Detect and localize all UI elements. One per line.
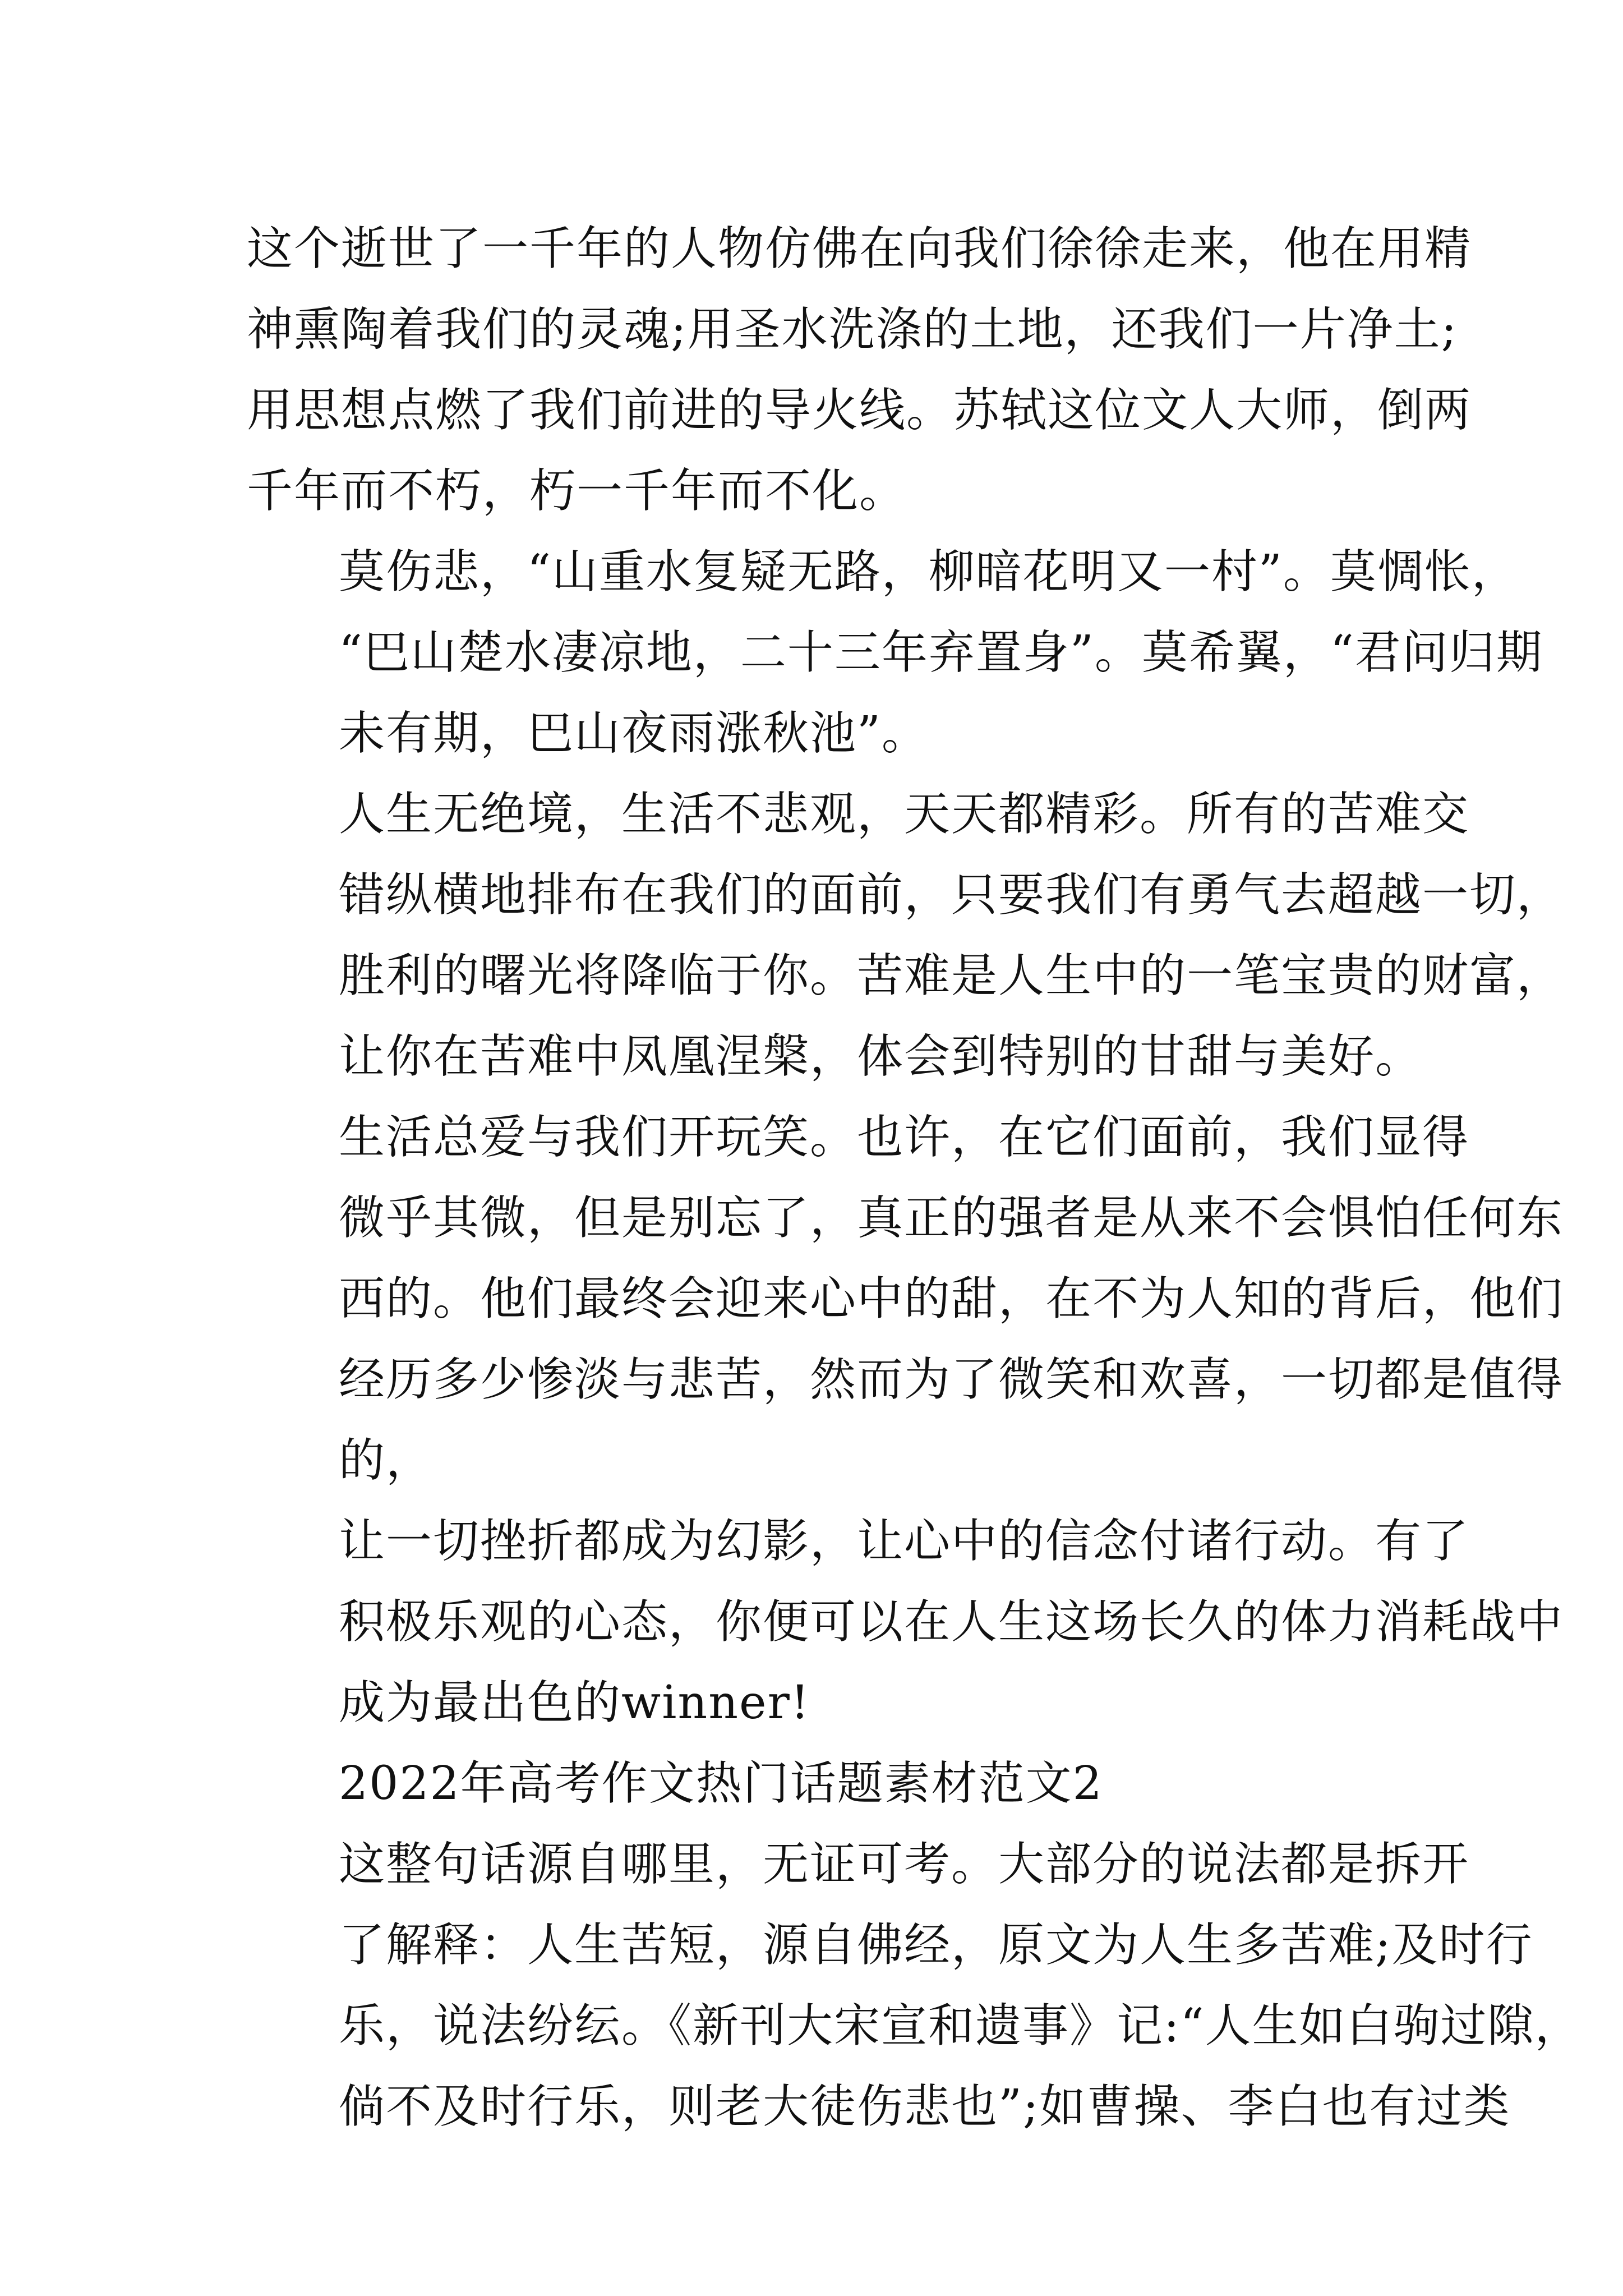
paragraph-mo-shang-bei [247,532,1543,774]
text-line: 神熏陶着我们的灵魂;用圣水洗涤的土地，还我们一片净土; [247,303,1458,356]
paragraph-ren-sheng-wu-jue-jing [247,774,1564,1097]
text-line: 莫伤悲，“山重水复疑无路，柳暗花明又一村”。莫惆怅， [339,545,1519,599]
text-line: 这个逝世了一千年的人物仿佛在向我们徐徐走来，他在用精 [247,222,1472,275]
text-line: 乐，说法纷纭。《新刊大宋宣和遗事》记:“人生如白驹过隙， [339,1999,1582,2053]
paragraph-ren-sheng-ku-duan [247,1824,1582,2147]
section-heading: 2022年高考作文热门话题素材范文2 [339,1757,1103,1810]
text-line: 千年而不朽，朽一千年而不化。 [247,464,907,518]
text-line: 让一切挫折都成为幻影，让心中的信念付诸行动。有了 [339,1515,1470,1568]
text-line: 成为最出色的winner! [339,1676,810,1729]
text-line: 倘不及时行乐，则老大徒伤悲也”;如曹操、李白也有过类 [339,2080,1511,2133]
text-line: 人生无绝境，生活不悲观，天天都精彩。所有的苦难交 [339,788,1470,841]
text-line: “巴山楚水凄凉地，二十三年弃置身”。莫希翼，“君问归期 [339,626,1543,679]
paragraph-cuo-zhe-huan-ying [247,1501,1564,1743]
text-line: 积极乐观的心态，你便可以在人生这场长久的体力消耗战中 [339,1595,1564,1649]
text-line: 这整句话源自哪里，无证可考。大部分的说法都是拆开 [339,1838,1470,1891]
text-line: 错纵横地排布在我们的面前，只要我们有勇气去超越一切， [339,868,1564,922]
text-line: 胜利的曙光将降临于你。苦难是人生中的一笔宝贵的财富， [339,949,1564,1002]
paragraph-sheng-huo-zong-ai [247,1097,1564,1501]
text-line: 西的。他们最终会迎来心中的甜，在不为人知的背后，他们 [339,1272,1564,1326]
text-line: 用思想点燃了我们前进的导火线。苏轼这位文人大师，倒两 [247,384,1472,437]
document-body [247,209,1582,2147]
text-line: 经历多少惨淡与悲苦，然而为了微笑和欢喜，一切都是值得 [339,1353,1564,1406]
text-line: 微乎其微，但是别忘了，真正的强者是从来不会惧怕任何东 [339,1191,1564,1245]
text-line: 未有期，巴山夜雨涨秋池”。 [339,707,929,760]
paragraph-su-shi [247,209,1472,532]
text-line: 让你在苦难中凤凰涅槃，体会到特别的甘甜与美好。 [339,1030,1423,1083]
text-line: 生活总爱与我们开玩笑。也许，在它们面前，我们显得 [339,1111,1470,1164]
text-line: 的， [339,1434,434,1487]
text-line: 了解释：人生苦短，源自佛经，原文为人生多苦难;及时行 [339,1918,1533,1972]
